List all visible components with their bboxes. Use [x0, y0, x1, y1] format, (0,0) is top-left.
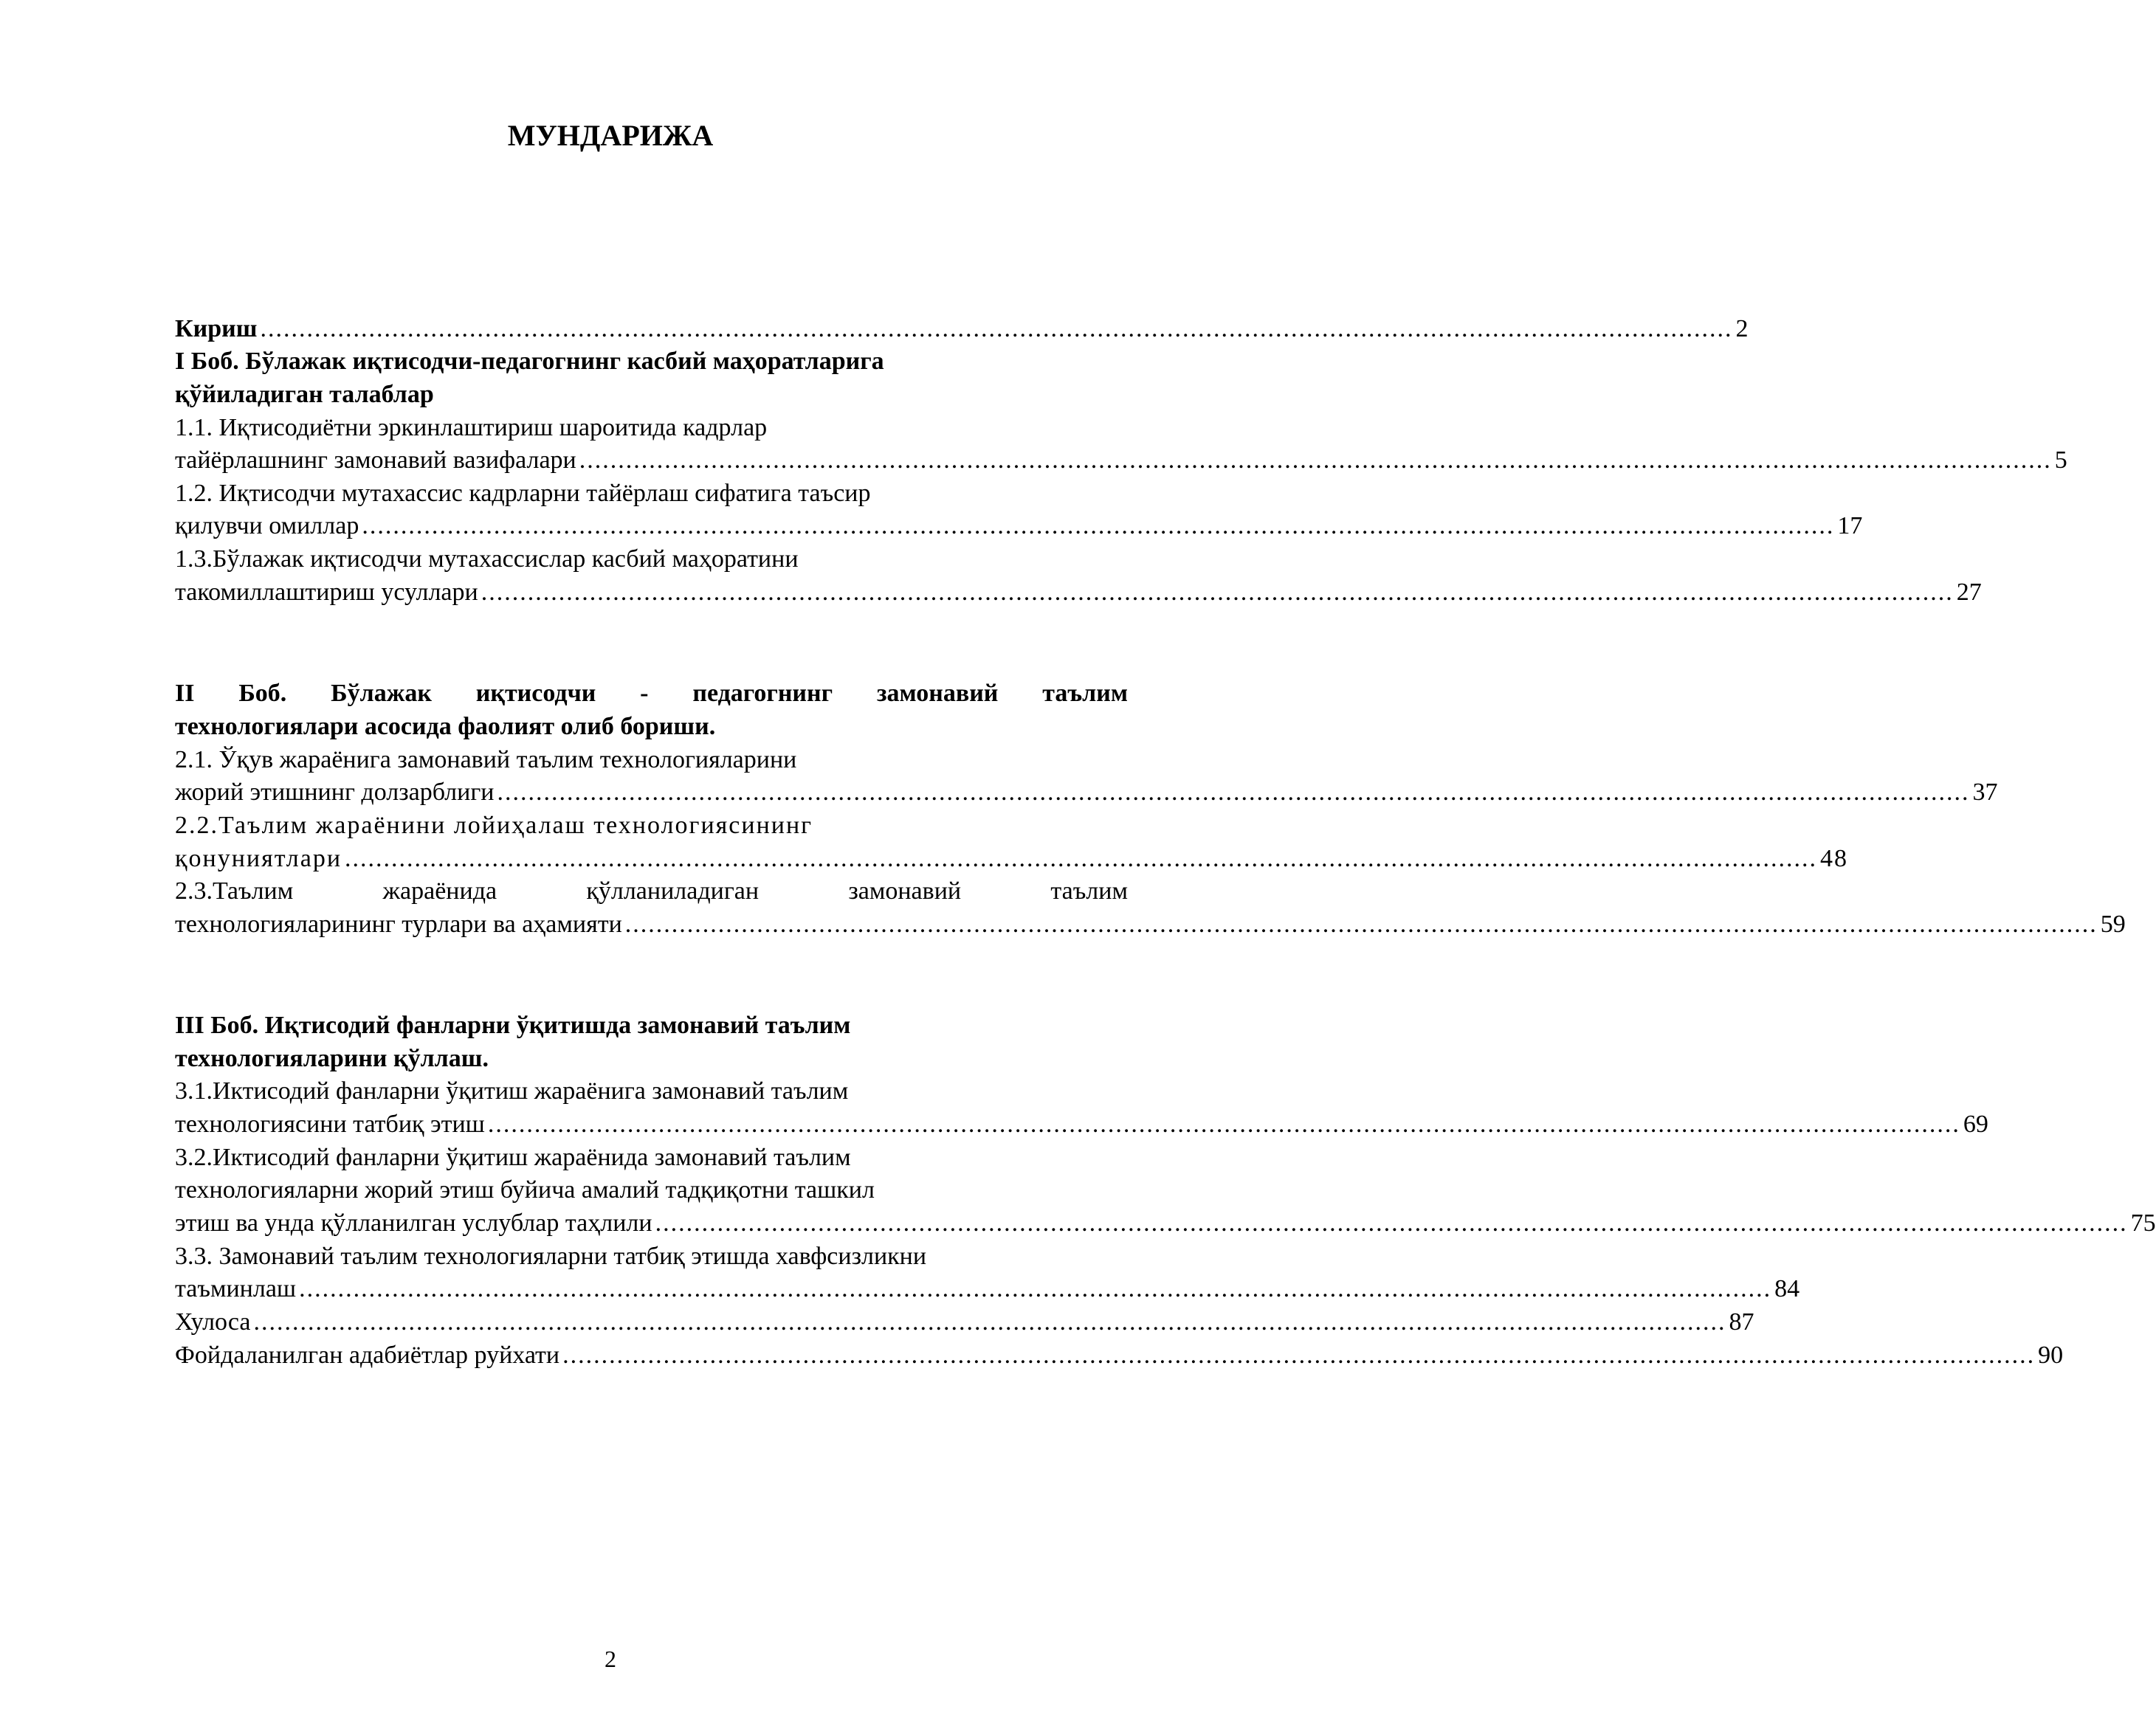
- toc-entry-text: Кириш: [175, 315, 258, 342]
- toc-page-number: 37: [1972, 779, 1998, 806]
- toc-entry-2-2-line-1[interactable]: 2.2.Таълим жараёнини лойиҳалаш технологиясининг: [175, 812, 813, 839]
- dot-leader: ..............................................................................................................................................................................................: [253, 1308, 1726, 1336]
- dot-leader: ..............................................................................................................................................................................................: [481, 579, 1954, 606]
- page-number: 2: [605, 1646, 616, 1672]
- dot-leader: ..............................................................................................................................................................................................: [260, 315, 1733, 342]
- toc-entry-text: қилувчи омиллар: [175, 512, 359, 539]
- chapter-1-heading-line-2[interactable]: қўйиладиган талаблар: [175, 381, 434, 408]
- toc-entry-2-2[interactable]: [175, 843, 1849, 875]
- toc-entry-1-3[interactable]: [175, 576, 1982, 609]
- toc-entry-3-2-line-2[interactable]: технологияларни жорий этиш буйича амалий тадқиқотни ташкил: [175, 1176, 875, 1204]
- toc-entry-3-2-line-1[interactable]: 3.2.Иктисодий фанларни ўқитиш жараёнида замонавий таълим: [175, 1144, 851, 1171]
- dot-leader: ..............................................................................................................................................................................................: [362, 512, 1835, 539]
- toc-page-number: 59: [2100, 911, 2126, 938]
- toc-entry-text: Фойдаланилган адабиётлар руйхати: [175, 1342, 560, 1369]
- toc-entry-2-1-line-1[interactable]: 2.1. Ўқув жараёнига замонавий таълим технологияларини: [175, 746, 797, 773]
- toc-entry-text: технологияларининг турлари ва аҳамияти: [175, 911, 622, 938]
- toc-entry-text: тайёрлашнинг замонавий вазифалари: [175, 446, 576, 474]
- toc-page-number: 69: [1963, 1111, 1988, 1138]
- chapter-3-heading-line-2[interactable]: технологияларини қўллаш.: [175, 1045, 489, 1072]
- toc-page-number: 2: [1735, 315, 1749, 342]
- toc-entry-2-1[interactable]: [175, 776, 1998, 809]
- toc-entry-3-1-line-1[interactable]: 3.1.Иктисодий фанларни ўқитиш жараёнига замонавий таълим: [175, 1077, 849, 1105]
- chapter-2-heading-line-2[interactable]: технологиялари асосида фаолият олиб бориши.: [175, 713, 716, 740]
- chapter-2-heading-line-1[interactable]: ІІ Боб. Бўлажак иқтисодчи - педагогнинг замонавий таълим: [175, 680, 1128, 707]
- toc-entry-text: жорий этишнинг долзарблиги: [175, 779, 495, 806]
- toc-entry-1-1-line-1[interactable]: 1.1. Иқтисодиётни эркинлаштириш шароитида кадрлар: [175, 414, 768, 441]
- dot-leader: ..............................................................................................................................................................................................: [345, 845, 1818, 872]
- dot-leader: ..............................................................................................................................................................................................: [562, 1342, 2036, 1369]
- toc-entry-3-3-line-1[interactable]: 3.3. Замонавий таълим технологияларни татбиқ этишда хавфсизликни: [175, 1243, 927, 1270]
- toc-entry-conclusion[interactable]: [175, 1306, 1754, 1339]
- toc-page-number: 48: [1820, 845, 1849, 872]
- toc-entry-text: қонуниятлари: [175, 845, 342, 872]
- toc-entry-text: такомиллаштириш усуллари: [175, 579, 478, 606]
- page-title: МУНДАРИЖА: [507, 119, 714, 152]
- toc-entry-text: Хулоса: [175, 1308, 251, 1336]
- toc-entry-1-3-line-1[interactable]: 1.3.Бўлажак иқтисодчи мутахассислар касбий маҳоратини: [175, 545, 799, 573]
- toc-page-number: 84: [1774, 1275, 1800, 1302]
- toc-entry-text: таъминлаш: [175, 1275, 297, 1302]
- toc-page-number: 75: [2130, 1209, 2156, 1237]
- chapter-3-heading-line-1[interactable]: ІІІ Боб. Иқтисодий фанларни ўқитишда замонавий таълим: [175, 1012, 851, 1039]
- toc-entry-2-3-line-1[interactable]: 2.3.Таълим жараёнида қўлланиладиган замонавий таълим: [175, 877, 1128, 905]
- dot-leader: ..............................................................................................................................................................................................: [579, 446, 2052, 474]
- toc-entry-3-3[interactable]: [175, 1273, 1800, 1305]
- toc-entry-1-2-line-1[interactable]: 1.2. Иқтисодчи мутахассис кадрларни тайёрлаш сифатига таъсир: [175, 480, 871, 507]
- toc-entry-1-1[interactable]: [175, 444, 2067, 477]
- toc-entry-references[interactable]: [175, 1339, 2064, 1372]
- toc-entry-3-2[interactable]: [175, 1207, 2156, 1240]
- toc-page-number: 27: [1956, 579, 1982, 606]
- dot-leader: ..............................................................................................................................................................................................: [655, 1209, 2128, 1237]
- toc-page-number: 5: [2054, 446, 2067, 474]
- toc-entry-text: технологиясини татбиқ этиш: [175, 1111, 485, 1138]
- toc-entry-1-2[interactable]: [175, 510, 1863, 542]
- dot-leader: ..............................................................................................................................................................................................: [624, 911, 2098, 938]
- dot-leader: ..............................................................................................................................................................................................: [487, 1111, 1960, 1138]
- toc-entry-2-3[interactable]: [175, 908, 2126, 941]
- dot-leader: ..............................................................................................................................................................................................: [299, 1275, 1772, 1302]
- toc-page-number: 17: [1837, 512, 1863, 539]
- toc-entry-3-1[interactable]: [175, 1108, 1988, 1141]
- toc-entry-text: этиш ва унда қўлланилган услублар таҳлили: [175, 1209, 652, 1237]
- dot-leader: ..............................................................................................................................................................................................: [497, 779, 1970, 806]
- toc-page-number: 90: [2038, 1342, 2064, 1369]
- toc-entry-intro[interactable]: [175, 313, 1749, 345]
- chapter-1-heading-line-1[interactable]: І Боб. Бўлажак иқтисодчи-педагогнинг касбий маҳоратларига: [175, 348, 884, 375]
- toc-page-number: 87: [1729, 1308, 1754, 1336]
